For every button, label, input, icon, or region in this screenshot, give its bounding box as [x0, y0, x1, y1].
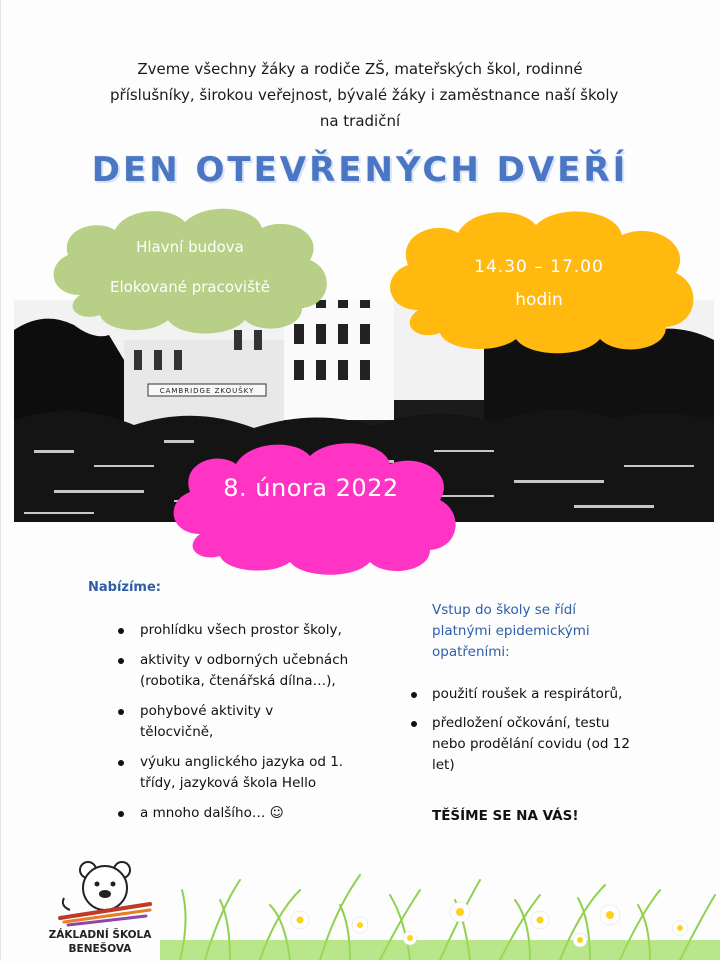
school-logo: [40, 858, 190, 958]
school-name-line: ZÁKLADNÍ ŠKOLA: [48, 929, 152, 941]
offer-item: aktivity v odborných učebnách (robotika, čtenářská dílna…),: [100, 650, 350, 692]
offer-heading: Nabízíme:: [88, 580, 161, 595]
offer-item: prohlídku všech prostor školy,: [100, 620, 350, 641]
date-cloud: [162, 436, 460, 576]
offer-item: výuku anglického jazyka od 1. třídy, jazyková škola Hello: [100, 752, 350, 794]
school-name: [40, 928, 160, 956]
offer-list: [100, 620, 350, 833]
time-range: 14.30 – 17.00: [474, 257, 604, 277]
rules-item: předložení očkování, testu nebo prodělání covidu (od 12 let): [398, 713, 638, 776]
rules-heading: Vstup do školy se řídí platnými epidemickými opatřeními:: [432, 602, 590, 660]
invitation-line: příslušníky, širokou veřejnost, bývalé žáky i zaměstnance naší školy: [110, 86, 619, 104]
cloud-shape: [40, 200, 340, 335]
location-cloud: [40, 200, 340, 335]
offer-item: pohybové aktivity v tělocvičně,: [100, 701, 350, 743]
event-title: DEN OTEVŘENÝCH DVEŘÍ: [91, 150, 629, 190]
event-date: 8. února 2022: [223, 474, 399, 502]
grass-flowers-decoration: [160, 820, 720, 960]
invitation-line: Zveme všechny žáky a rodiče ZŠ, mateřských škol, rodinné: [137, 60, 583, 78]
teddy-bear-icon: [50, 858, 160, 928]
main-building-label: Hlavní budova: [136, 238, 244, 256]
branch-building-label: Elokované pracoviště: [110, 278, 270, 296]
invitation-line: na tradiční: [319, 112, 401, 130]
invitation-text: [110, 56, 619, 134]
time-unit: hodin: [515, 290, 563, 310]
rules-list: [398, 684, 638, 784]
building-sign-text: CAMBRIDGE ZKOUŠKY: [159, 387, 255, 395]
time-cloud: [378, 205, 700, 355]
cloud-shape: [162, 436, 460, 576]
offer-item: a mnoho dalšího… ☺: [100, 803, 350, 824]
closing-message: TĚŠÍME SE NA VÁS!: [432, 808, 579, 824]
school-name-line: BENEŠOVA: [68, 943, 132, 955]
rules-item: použití roušek a respirátorů,: [398, 684, 638, 705]
cloud-shape: [378, 205, 700, 355]
